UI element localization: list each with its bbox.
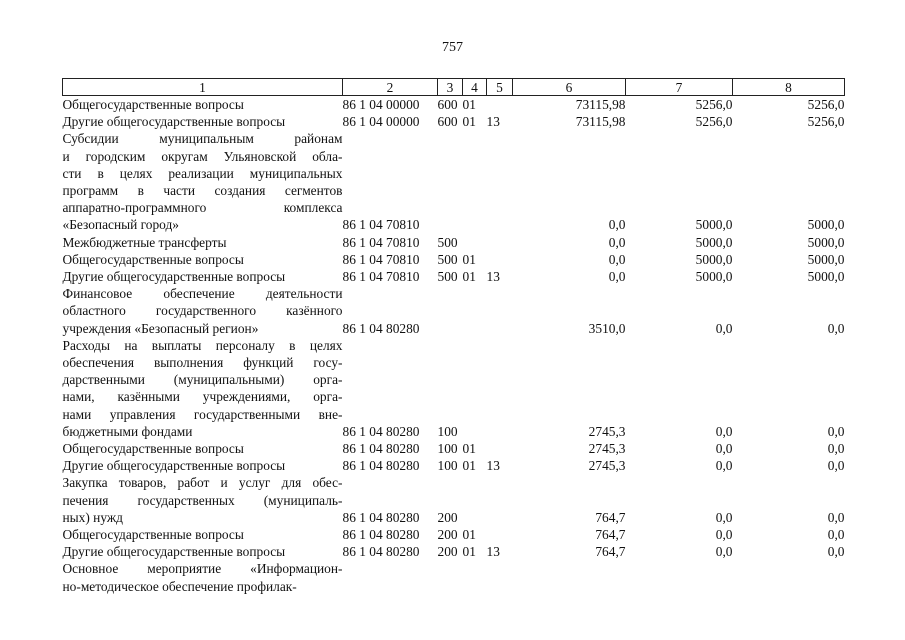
- row-vr-code: 500: [437, 269, 458, 285]
- row-name-line: бюджетными фондами: [62, 423, 193, 439]
- row-name-line: Общегосударственные вопросы: [62, 441, 244, 457]
- header-col-1: 1: [63, 79, 343, 96]
- row-rz-code: [463, 234, 487, 251]
- row-pr-code: 13: [486, 458, 500, 474]
- row-name: [63, 543, 343, 560]
- row-value-6: 0,0: [608, 251, 626, 267]
- row-pr-code: 13: [486, 114, 500, 130]
- row-name: [63, 285, 343, 337]
- row-name: [63, 440, 343, 457]
- header-col-2: 2: [343, 79, 438, 96]
- row-vr-code: 500: [437, 234, 458, 250]
- row-name: [63, 96, 343, 114]
- table-row: [63, 474, 845, 526]
- row-rz-code: [463, 337, 487, 440]
- row-csr-code: 86 1 04 00000: [342, 97, 420, 112]
- row-value-7: 0,0: [715, 509, 733, 525]
- row-name-line: Закупка товаров, работ и услуг для обес-: [62, 475, 343, 491]
- table-row: [63, 457, 845, 474]
- row-value-6: 764,7: [595, 544, 626, 560]
- row-pr-code: [487, 234, 513, 251]
- row-csr-code: 86 1 04 80280: [342, 458, 420, 474]
- row-vr-code: 500: [437, 251, 458, 267]
- row-value-6: 0,0: [608, 234, 626, 250]
- row-csr-code: 86 1 04 80280: [342, 509, 420, 525]
- row-name-line: «Безопасный город»: [62, 217, 179, 233]
- row-value-7: 5256,0: [695, 114, 733, 130]
- row-csr-code: 86 1 04 80280: [342, 441, 420, 457]
- row-csr-code: 86 1 04 70810: [342, 234, 420, 250]
- row-value-7: 5000,0: [695, 251, 733, 267]
- row-name-line: нами управления государственными вне-: [62, 406, 343, 422]
- row-value-6: 73115,98: [575, 97, 626, 112]
- header-col-7: 7: [626, 79, 733, 96]
- row-name-line: Другие общегосударственные вопросы: [62, 544, 286, 560]
- row-name: [63, 251, 343, 268]
- row-vr-code: 100: [437, 423, 458, 439]
- row-rz-code: 01: [462, 251, 476, 267]
- row-value-7: 5000,0: [695, 234, 733, 250]
- row-vr-code: 200: [437, 544, 458, 560]
- header-row: [63, 79, 845, 96]
- row-rz-code: 01: [462, 527, 476, 543]
- row-name-line: Другие общегосударственные вопросы: [62, 458, 286, 474]
- row-value-7: 5256,0: [695, 97, 733, 112]
- table-row: [63, 526, 845, 543]
- table-row: [63, 337, 845, 440]
- row-vr-code: [438, 130, 463, 233]
- row-name-line: Расходы на выплаты персоналу в целях: [62, 337, 343, 353]
- row-csr-code: 86 1 04 00000: [342, 114, 420, 130]
- table-row: [63, 543, 845, 560]
- row-value-6: 2745,3: [588, 458, 626, 474]
- row-name-line: сти в целях реализации муниципальных: [62, 165, 343, 181]
- row-value-6: 764,7: [595, 527, 626, 543]
- row-rz-code: 01: [462, 269, 476, 285]
- row-value-8: [733, 560, 845, 594]
- row-value-7: 0,0: [715, 527, 733, 543]
- table-row: [63, 234, 845, 251]
- row-rz-code: 01: [462, 441, 476, 457]
- row-pr-code: [487, 440, 513, 457]
- row-value-7: 0,0: [715, 320, 733, 336]
- row-rz-code: [463, 474, 487, 526]
- row-name-line: нами, казёнными учреждениями, орга-: [62, 389, 343, 405]
- row-csr-code: 86 1 04 70810: [342, 217, 420, 233]
- row-pr-code: [487, 130, 513, 233]
- row-rz-code: 01: [462, 544, 476, 560]
- header-col-6: 6: [513, 79, 626, 96]
- row-rz-code: [463, 560, 487, 594]
- row-csr-code: 86 1 04 80280: [342, 544, 420, 560]
- row-csr-code: [343, 560, 438, 594]
- row-csr-code: 86 1 04 70810: [342, 251, 420, 267]
- row-name-line: обеспечения выполнения функций госу-: [62, 355, 343, 371]
- header-col-8: 8: [733, 79, 845, 96]
- row-vr-code: 600: [437, 114, 458, 130]
- row-name: [63, 526, 343, 543]
- row-pr-code: [487, 285, 513, 337]
- row-name-line: Финансовое обеспечение деятельности: [62, 286, 343, 302]
- row-name: [63, 457, 343, 474]
- row-name: [63, 337, 343, 440]
- header-col-3: 3: [438, 79, 463, 96]
- row-rz-code: [463, 130, 487, 233]
- row-name-line: Межбюджетные трансферты: [62, 234, 227, 250]
- row-value-7: 0,0: [715, 544, 733, 560]
- row-name-line: Общегосударственные вопросы: [62, 251, 244, 267]
- row-value-8: 0,0: [827, 509, 845, 525]
- row-rz-code: 01: [462, 114, 476, 130]
- table-body: [63, 96, 845, 595]
- row-value-6: 0,0: [608, 217, 626, 233]
- row-value-8: 0,0: [827, 544, 845, 560]
- table-row: [63, 268, 845, 285]
- row-value-8: 0,0: [827, 320, 845, 336]
- row-name-line: ных) нужд: [62, 509, 123, 525]
- row-value-8: 5000,0: [807, 217, 845, 233]
- row-vr-code: 200: [437, 527, 458, 543]
- row-vr-code: 100: [437, 458, 458, 474]
- row-pr-code: [487, 96, 513, 114]
- row-vr-code: 200: [437, 509, 458, 525]
- row-name-line: Другие общегосударственные вопросы: [62, 269, 286, 285]
- row-value-8: 0,0: [827, 527, 845, 543]
- row-value-8: 5000,0: [807, 234, 845, 250]
- row-pr-code: 13: [486, 269, 500, 285]
- row-value-7: 5000,0: [695, 269, 733, 285]
- row-value-8: 5000,0: [807, 269, 845, 285]
- row-pr-code: [487, 560, 513, 594]
- table-header: [63, 79, 845, 96]
- row-rz-code: 01: [462, 458, 476, 474]
- row-name: [63, 268, 343, 285]
- row-value-8: 0,0: [827, 441, 845, 457]
- table-row: [63, 113, 845, 130]
- row-pr-code: [487, 251, 513, 268]
- row-name-line: Общегосударственные вопросы: [62, 527, 244, 543]
- row-value-8: 5256,0: [807, 114, 845, 130]
- row-value-7: 0,0: [715, 423, 733, 439]
- row-name-line: Другие общегосударственные вопросы: [62, 114, 286, 130]
- row-name: [63, 474, 343, 526]
- row-pr-code: [487, 526, 513, 543]
- row-name-line: Общегосударственные вопросы: [62, 97, 244, 112]
- row-name: [63, 113, 343, 130]
- row-name-line: и городским округам Ульяновской обла-: [62, 148, 343, 164]
- row-pr-code: [487, 474, 513, 526]
- table-row: [63, 285, 845, 337]
- row-name: [63, 234, 343, 251]
- row-name-line: печения государственных (муниципаль-: [62, 492, 343, 508]
- table-row: [63, 96, 845, 114]
- row-name-line: Основное мероприятие «Информацион-: [62, 561, 343, 577]
- row-csr-code: 86 1 04 80280: [342, 320, 420, 336]
- row-value-7: 0,0: [715, 441, 733, 457]
- row-value-6: 2745,3: [588, 423, 626, 439]
- row-csr-code: 86 1 04 80280: [342, 423, 420, 439]
- row-vr-code: [438, 285, 463, 337]
- row-vr-code: 600: [437, 97, 458, 112]
- row-rz-code: [463, 285, 487, 337]
- table-row: [63, 130, 845, 233]
- row-name-line: программ в части создания сегментов: [62, 183, 343, 199]
- row-value-6: 764,7: [595, 509, 626, 525]
- table-row: [63, 251, 845, 268]
- row-name-line: дарственными (муниципальными) орга-: [62, 372, 343, 388]
- row-value-7: [626, 560, 733, 594]
- row-value-6: 3510,0: [588, 320, 626, 336]
- row-name: [63, 560, 343, 594]
- row-name-line: аппаратно-программного комплекса: [62, 200, 343, 216]
- row-vr-code: 100: [437, 441, 458, 457]
- page-number: 757: [442, 40, 463, 55]
- row-value-6: 0,0: [608, 269, 626, 285]
- header-col-4: 4: [463, 79, 487, 96]
- row-value-6: [513, 560, 626, 594]
- row-value-8: 0,0: [827, 458, 845, 474]
- row-vr-code: [438, 560, 463, 594]
- table-row: [63, 560, 845, 594]
- row-pr-code: [487, 337, 513, 440]
- row-name-line: областного государственного казённого: [62, 303, 343, 319]
- row-value-7: 0,0: [715, 458, 733, 474]
- row-value-8: 5256,0: [807, 97, 845, 112]
- row-csr-code: 86 1 04 70810: [342, 269, 420, 285]
- row-name-line: учреждения «Безопасный регион»: [62, 320, 259, 336]
- row-pr-code: 13: [486, 544, 500, 560]
- budget-table: [62, 78, 845, 595]
- row-value-8: 5000,0: [807, 251, 845, 267]
- row-value-7: 5000,0: [695, 217, 733, 233]
- row-rz-code: 01: [462, 97, 476, 112]
- row-csr-code: 86 1 04 80280: [342, 527, 420, 543]
- row-value-6: 73115,98: [575, 114, 626, 130]
- row-name: [63, 130, 343, 233]
- row-name-line: но-методическое обеспечение профилак-: [62, 578, 297, 594]
- row-name-line: Субсидии муниципальным районам: [62, 131, 343, 147]
- row-value-6: 2745,3: [588, 441, 626, 457]
- header-col-5: 5: [487, 79, 513, 96]
- row-value-8: 0,0: [827, 423, 845, 439]
- table-row: [63, 440, 845, 457]
